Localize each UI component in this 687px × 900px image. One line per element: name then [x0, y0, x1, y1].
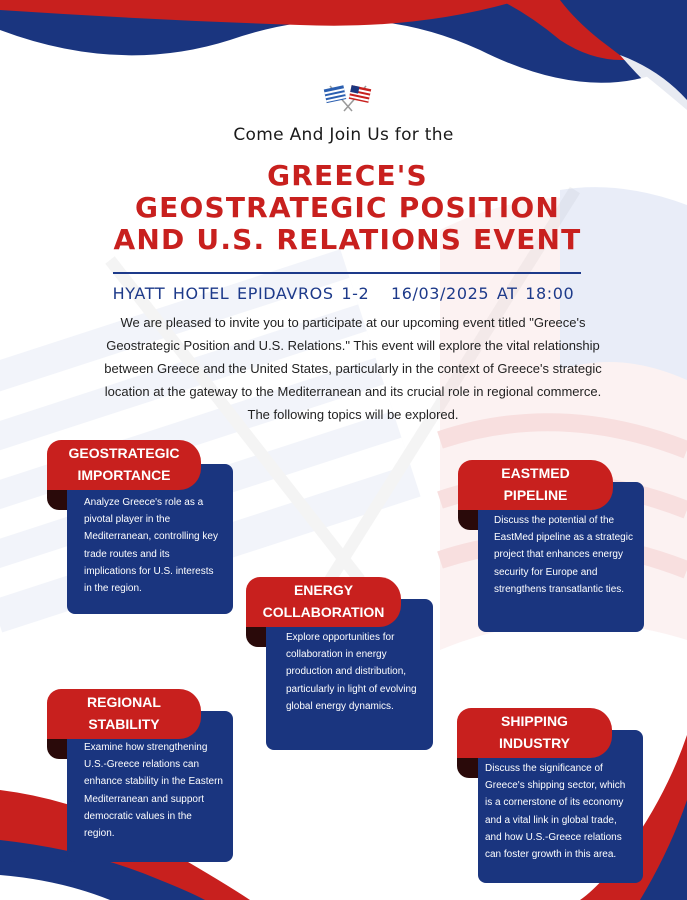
topic-body: Examine how strengthening U.S.-Greece relations can enhance stability in the Eastern Mediterranean and support democratic values in the region.	[67, 711, 233, 862]
intro-text: Come And Join Us for the	[233, 125, 454, 145]
topic-title-line: INDUSTRY	[498, 735, 571, 751]
venue-line	[0, 284, 687, 303]
topic-title-line: IMPORTANCE	[77, 467, 171, 483]
title-divider	[113, 272, 581, 274]
topic-title	[457, 708, 612, 758]
topic-title-line: ENERGY	[293, 582, 354, 598]
topic-body: Discuss the significance of Greece's shipping sector, which is a cornerstone of its economy and a vital link in global trade, and how U.S.-Greece relations can foster growth in this area.	[478, 730, 643, 883]
title-line: GEOSTRATEGIC POSITION	[134, 191, 561, 224]
topic-body: Explore opportunities for collaboration in energy production and distribution, particularly in light of evolving global energy dynamics.	[266, 599, 433, 750]
topic-title-line: REGIONAL	[87, 694, 161, 710]
title-line: GREECE'S	[267, 159, 428, 192]
topic-body: Discuss the potential of the EastMed pipeline as a strategic project that enhances energy security for Europe and strengthens transatlantic ties.	[478, 482, 644, 632]
topic-title	[458, 460, 613, 510]
event-description: We are pleased to invite you to participate at our upcoming event titled "Greece's Geostrategic Position and U.S. Relations." This event will explore the vital relationship between Greece and the United States, particularly in the context of Greece's strategic location at the gateway to the Mediterranean and its crucial role in regional commerce. The following topics will be explored.	[104, 315, 602, 422]
topic-title-line: COLLABORATION	[262, 604, 385, 620]
topic-body: Analyze Greece's role as a pivotal player in the Mediterranean, controlling key trade routes and its implications for U.S. interests in the region.	[67, 464, 233, 614]
venue-name: HYATT HOTEL EPIDAVROS 1-2	[112, 284, 370, 303]
crossed-flags-icon	[322, 84, 374, 112]
topic-title-line: GEOSTRATEGIC	[68, 445, 180, 461]
event-datetime: 16/03/2025 AT 18:00	[390, 284, 575, 303]
topic-title	[47, 689, 201, 739]
topic-title	[47, 440, 201, 490]
topic-title	[246, 577, 401, 627]
topic-title-line: SHIPPING	[501, 713, 568, 729]
topic-title-line: STABILITY	[88, 716, 160, 732]
title-line: AND U.S. RELATIONS EVENT	[113, 223, 582, 256]
event-title	[60, 160, 635, 256]
topic-title-line: EASTMED	[501, 465, 570, 481]
topic-title-line: PIPELINE	[503, 487, 568, 503]
